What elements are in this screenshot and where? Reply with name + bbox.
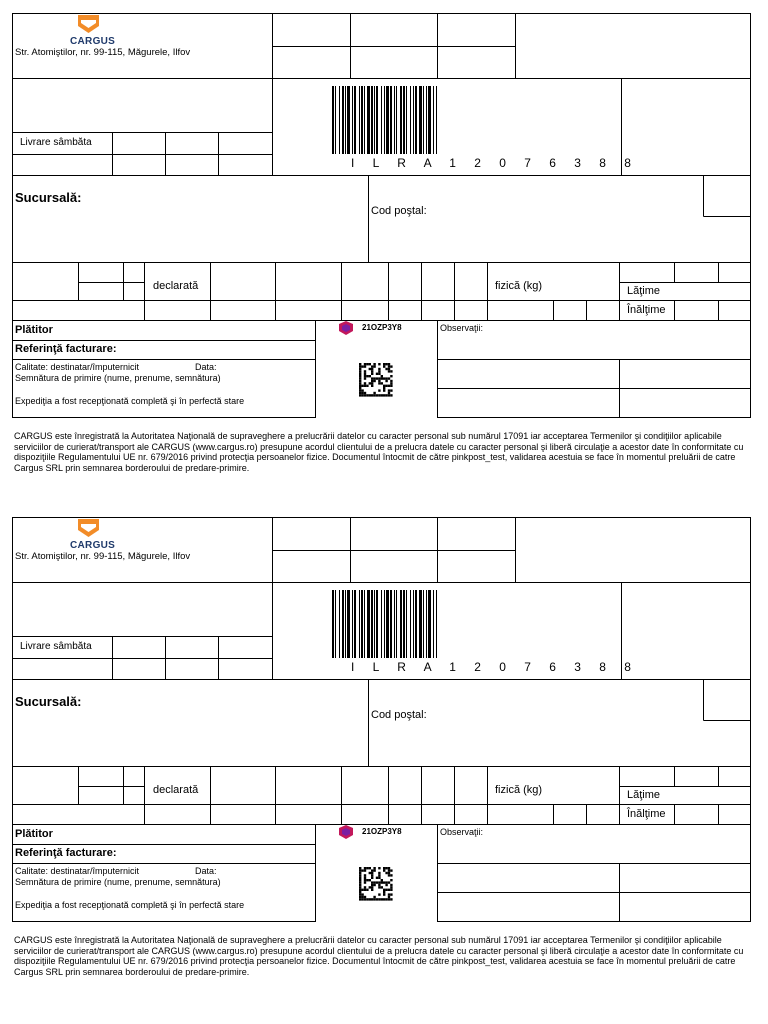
- sender-address: Str. Atomiştilor, nr. 99-115, Măgurele, Ilfov: [15, 551, 191, 562]
- signature-label: Semnătura de primire (nume, prenume, semnătura): [15, 373, 221, 383]
- date-label: Data:: [195, 866, 217, 876]
- physical-weight-label: fizică (kg): [495, 280, 543, 292]
- barcode: [332, 86, 437, 154]
- payer-label: Plătitor: [15, 324, 53, 336]
- received-statement: Expediţia a fost recepţionată completă şi în perfectă stare: [15, 900, 245, 910]
- width-label: Lăţime: [627, 789, 661, 801]
- signature-label: Semnătura de primire (nume, prenume, semnătura): [15, 877, 221, 887]
- height-label: Înălţime: [627, 304, 666, 316]
- tracking-code: 21OZP3Y8: [362, 323, 402, 332]
- billing-reference-label: Referinţă facturare:: [15, 343, 117, 355]
- barcode: [332, 590, 437, 658]
- height-label: Înălţime: [627, 808, 666, 820]
- tracking-brand-icon: [339, 825, 353, 839]
- physical-weight-label: fizică (kg): [495, 784, 543, 796]
- width-label: Lăţime: [627, 285, 661, 297]
- branch-label: Sucursală:: [15, 190, 82, 205]
- date-label: Data:: [195, 362, 217, 372]
- tracking-code: 21OZP3Y8: [362, 827, 402, 836]
- billing-reference-label: Referinţă facturare:: [15, 847, 117, 859]
- cargus-logo-icon: [78, 15, 99, 33]
- shipping-label-1: [0, 0, 768, 504]
- postal-code-label: Cod poştal:: [371, 709, 427, 721]
- cargus-logo-icon: [78, 519, 99, 537]
- saturday-delivery-label: Livrare sâmbăta: [20, 137, 92, 148]
- legal-notice: CARGUS este înregistrată la Autoritatea Naţională de supraveghere a prelucrării datelor cu caracter personal sub numărul 17091 iar acceptarea Termenilor şi condiţiilor aplicabile serviciilor de curierat/transport ale CARGUS (www.cargus.ro) presupune acordul clientului de a prelucra datele cu caracter personal şi liberă circulaţie a acestor date în conformitate cu dispoziţiile Regulamentului UE nr. 679/2016 privind protecţia persoanelor fizice. Documentul întocmit de către pinkpost_test, validarea acestuia se face în momentul preluării de catre Cargus SRL prin semnarea borderoului de predare-primire.: [14, 935, 744, 977]
- legal-notice: CARGUS este înregistrată la Autoritatea Naţională de supraveghere a prelucrării datelor cu caracter personal sub numărul 17091 iar acceptarea Termenilor şi condiţiilor aplicabile serviciilor de curierat/transport ale CARGUS (www.cargus.ro) presupune acordul clientului de a prelucra datele cu caracter personal şi liberă circulaţie a acestor date în conformitate cu dispoziţiile Regulamentului UE nr. 679/2016 privind protecţia persoanelor fizice. Documentul întocmit de către pinkpost_test, validarea acestuia se face în momentul preluării de catre Cargus SRL prin semnarea borderoului de predare-primire.: [14, 431, 744, 473]
- datamatrix-code: [359, 867, 393, 901]
- quality-label: Calitate: destinatar/împuternicit: [15, 362, 140, 372]
- label-grid: [0, 0, 768, 504]
- barcode-text: I L R A 1 2 0 7 6 3 8 8: [351, 660, 639, 674]
- observations-label: Observaţii:: [440, 323, 484, 333]
- datamatrix-code: [359, 363, 393, 397]
- shipping-label-2: [0, 504, 768, 1008]
- brand-name: CARGUS: [70, 540, 116, 551]
- postal-code-label: Cod poştal:: [371, 205, 427, 217]
- sender-address: Str. Atomiştilor, nr. 99-115, Măgurele, Ilfov: [15, 47, 191, 58]
- quality-label: Calitate: destinatar/împuternicit: [15, 866, 140, 876]
- saturday-delivery-label: Livrare sâmbăta: [20, 641, 92, 652]
- branch-label: Sucursală:: [15, 694, 82, 709]
- declared-value-label: declarată: [153, 280, 199, 292]
- payer-label: Plătitor: [15, 828, 53, 840]
- declared-value-label: declarată: [153, 784, 199, 796]
- label-grid: [0, 504, 768, 1008]
- received-statement: Expediţia a fost recepţionată completă şi în perfectă stare: [15, 396, 245, 406]
- tracking-brand-icon: [339, 321, 353, 335]
- barcode-text: I L R A 1 2 0 7 6 3 8 8: [351, 156, 639, 170]
- brand-name: CARGUS: [70, 36, 116, 47]
- observations-label: Observaţii:: [440, 827, 484, 837]
